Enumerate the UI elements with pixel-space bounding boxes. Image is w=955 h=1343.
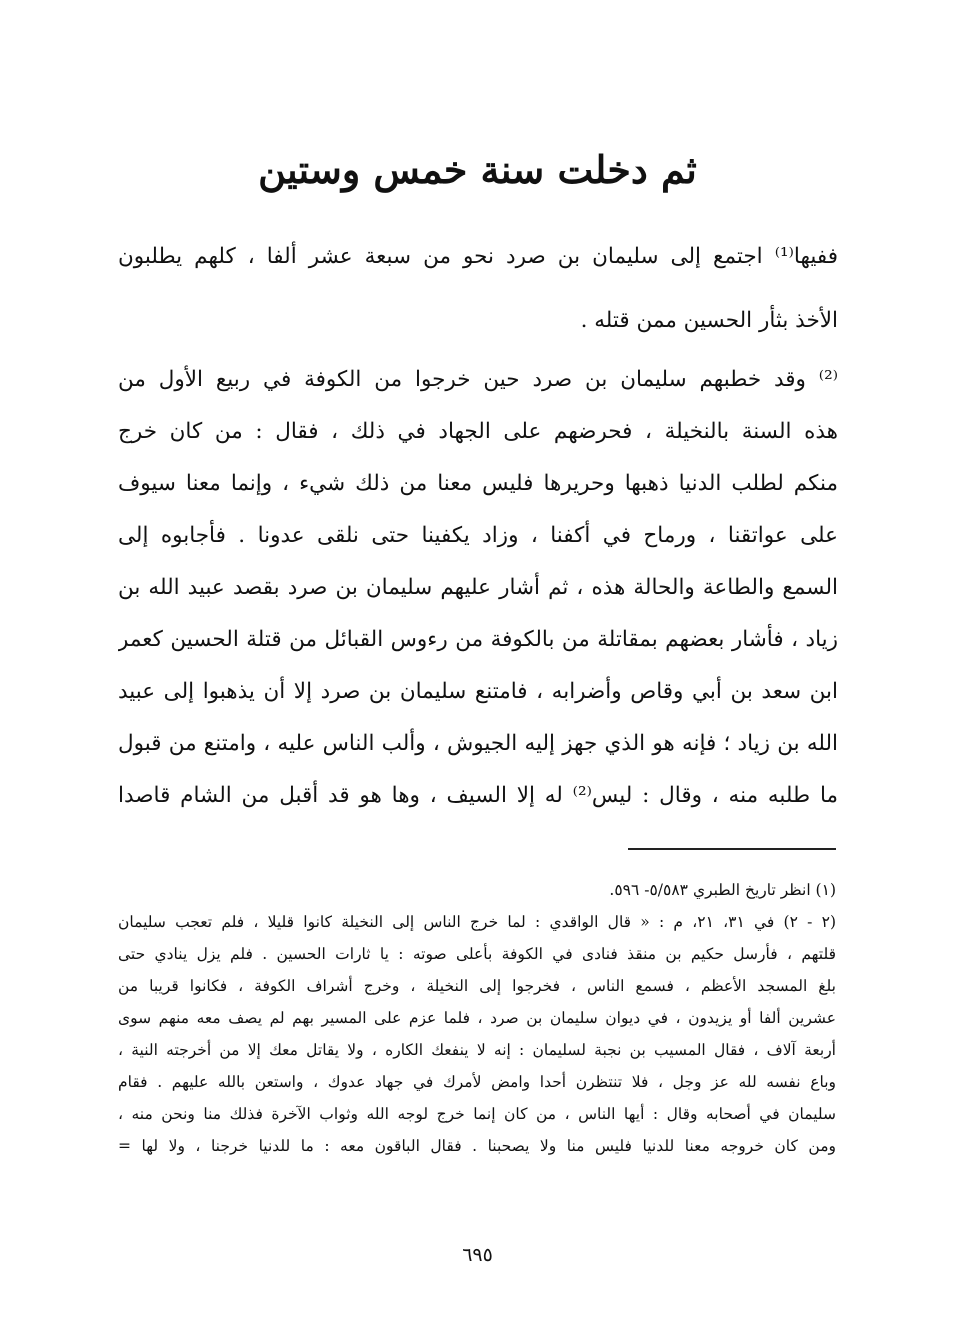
footnote-line: أربعة آلاف ، فقال المسيب بن نجبة لسليمان : إنه لا ينفعك الكاره ، ولا يقاتل معك إلا من أخرجته النية ، <box>118 1041 836 1059</box>
footnote-divider <box>628 848 836 850</box>
body-line: زياد ، فأشار بعضهم بمقاتلة من بالكوفة من رءوس القبائل من قتلة الحسين كعمر <box>118 627 838 652</box>
footnote-line: وباع نفسه لله عز وجل ، فلا تنتظرن أحدا وامض لأمرك في جهاد عدوك ، واستعن بالله عليهم . فقام <box>118 1073 836 1091</box>
body-line: الأخذ بثأر الحسين ممن قتله . <box>580 308 838 333</box>
footnote-line: بلغ المسجد الأعظم ، فسمع الناس ، فخرجوا إلى النخيلة ، وخرج أشراف الكوفة ، فكانوا قريبا من <box>118 977 836 995</box>
body-line: هذه السنة بالنخيلة ، فحرضهم على الجهاد في ذلك ، فقال : من كان خرج <box>118 419 838 444</box>
body-line: ما طلبه منه ، وقال : ليس⁽²⁾ له إلا السيف ، وها هو قد أقبل من الشام قاصدا <box>118 783 838 808</box>
body-line: ابن سعد بن أبي وقاص وأضرابه ، فامتنع سليمان بن صرد إلا أن يذهبوا إلى عبيد <box>118 679 838 704</box>
body-line: على عواتقنا ، ورماح في أكفنا ، وزاد يكفينا حتى نلقى عدونا . فأجابوه إلى <box>118 523 838 548</box>
footnote-line: عشرين ألفا أو يزيدون ، في ديوان سليمان بن صرد ، فلما عزم على المسير بهم لم يصف معه منهم سوى <box>118 1009 836 1027</box>
footnote-line: (١) انظر تاريخ الطبري ٥/٥٨٣- ٥٩٦. <box>609 881 836 899</box>
footnote-line: ومن كان خروجه معنا للدنيا فليس منا ولا يصحبنا . فقال الباقون معه : ما للدنيا خرجنا ، ولا لها = <box>118 1137 836 1155</box>
body-line: منكم لطلب الدنيا ذهبها وحريرها فليس معنا من ذلك شيء ، وإنما معنا سيوف <box>118 471 838 496</box>
page-number: ٦٩٥ <box>462 1244 493 1266</box>
footnote-line: سليمان في أصحابه وقال : أيها الناس ، من كان إنما خرج لوجه الله وثواب الآخرة فذلك منا ونحن منه ، <box>118 1105 836 1123</box>
footnote-line: قلتهم ، فأرسل حكيم بن منقذ فنادى في الكوفة بأعلى صوته : يا ثارات الحسين . فلم يزل ينادي حتى <box>118 945 836 963</box>
body-line: ففيها⁽¹⁾ اجتمع إلى سليمان بن صرد نحو من سبعة عشر ألفا ، كلهم يطلبون <box>118 244 838 269</box>
footnote-line: (٢ - ٢) في ٣١، ٢١، م : « قال الواقدي : لما خرج الناس إلى النخيلة كانوا قليلا ، فلم تعجب سليمان <box>118 913 836 931</box>
body-line: السمع والطاعة والحالة هذه ، ثم أشار عليهم سليمان بن صرد بقصد عبيد الله بن <box>118 575 838 600</box>
body-line: ⁽²⁾ وقد خطبهم سليمان بن صرد حين خرجوا من الكوفة في ربيع الأول من <box>118 367 838 392</box>
body-line: الله بن زياد ؛ فإنه هو الذي جهز إليه الجيوش ، وألب الناس عليه ، وامتنع من قبول <box>118 731 838 756</box>
chapter-heading: ثم دخلت سنة خمس وستين <box>258 147 697 192</box>
